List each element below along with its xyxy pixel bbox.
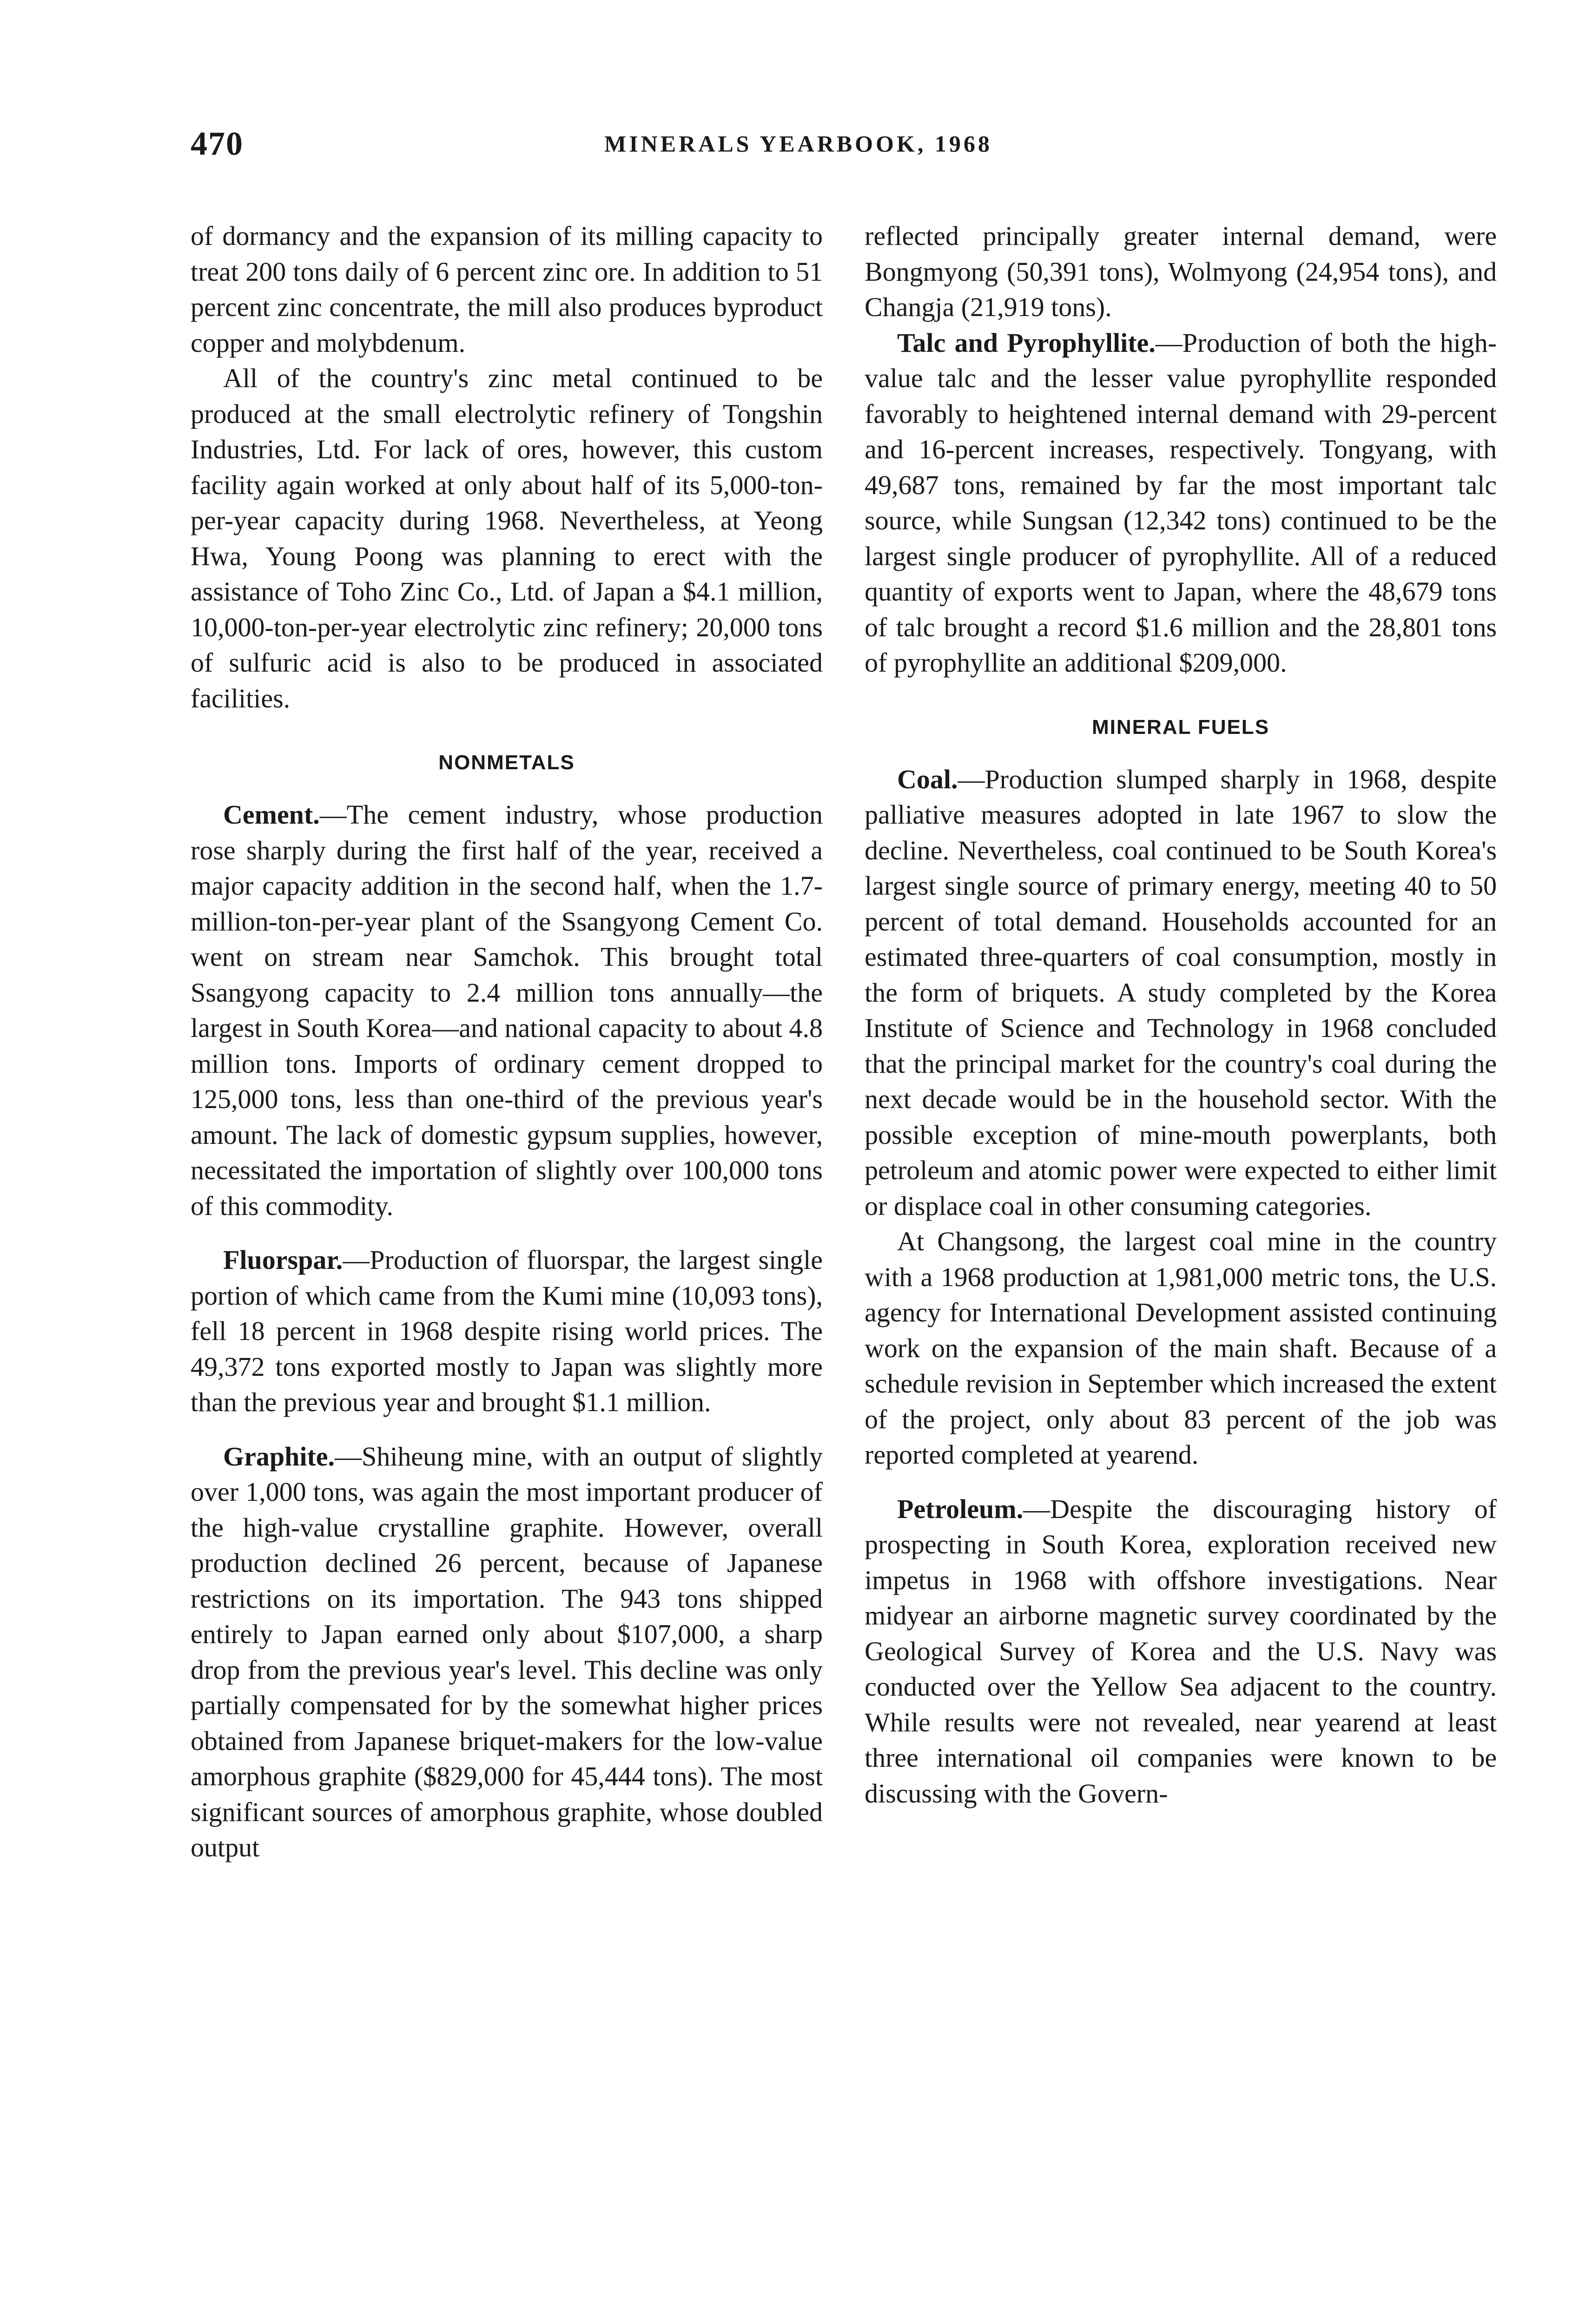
- fluorspar-run-in-title: Fluorspar.: [223, 1245, 343, 1275]
- paragraph-talc: [865, 325, 1497, 681]
- paragraph-zinc-refinery: All of the country's zinc metal continued to be produced at the small electrolytic refinery of Tongshin Industries, Ltd. For lack of ores, however, this custom facility again worked at only about half of its 5,000-ton-per-year capacity during 1968. Nevertheless, at Yeong Hwa, Young Poong was planning to erect with the assistance of Toho Zinc Co., Ltd. of Japan a $4.1 million, 10,000-ton-per-year electrolytic zinc refinery; 20,000 tons of sulfuric acid is also to be produced in associated facilities.: [191, 363, 823, 713]
- right-column: [865, 218, 1497, 1811]
- paragraph-petroleum: [865, 1492, 1497, 1812]
- petroleum-run-in-title: Petroleum.: [897, 1493, 1024, 1524]
- graphite-text: —Shiheung mine, with an output of slightly over 1,000 tons, was again the most important producer of the high-value crystalline graphite. However, overall production declined 26 percent, because of Japanese restrictions on its importation. The 943 tons shipped entirely to Japan earned only about $107,000, a sharp drop from the previous year's level. This decline was only partially compensated for by the somewhat higher prices obtained from Japanese briquet-makers for the low-value amorphous graphite ($829,000 for 45,444 tons). The most significant sources of amorphous graphite, whose doubled output: [191, 1441, 823, 1862]
- paragraph-graphite: [191, 1439, 823, 1866]
- running-title: MINERALS YEARBOOK, 1968: [604, 131, 992, 157]
- talc-run-in-title: Talc and Pyrophyllite.: [897, 327, 1156, 358]
- fluorspar-text: —Production of fluorspar, the largest single portion of which came from the Kumi mine (10,093 tons), fell 18 percent in 1968 despite rising world prices. The 49,372 tons exported mostly to Japan was slightly more than the previous year and brought $1.1 million.: [191, 1245, 823, 1417]
- paragraph-changsong: At Changsong, the largest coal mine in the country with a 1968 production at 1,981,000 metric tons, the U.S. agency for International Development assisted continuing work on the expansion of the main shaft. Because of a schedule revision in September which increased the extent of the project, only about 83 percent of the job was reported completed at yearend.: [865, 1226, 1497, 1470]
- paragraph-cement: [191, 797, 823, 1224]
- page-number: 470: [191, 125, 244, 162]
- paragraph-coal: [865, 762, 1497, 1224]
- coal-run-in-title: Coal.: [897, 764, 958, 794]
- coal-text: —Production slumped sharply in 1968, despite palliative measures adopted in late 1967 to slow the decline. Nevertheless, coal continued to be South Korea's largest single source of primary energy, meeting 40 to 50 percent of total demand. Households accounted for an estimated three-quarters of coal consumption, mostly in the form of briquets. A study completed by the Korea Institute of Science and Technology in 1968 concluded that the principal market for the country's coal during the next decade would be in the household sector. With the possible exception of mine-mouth powerplants, both petroleum and atomic power were expected to either limit or displace coal in other consuming categories.: [865, 764, 1497, 1221]
- cement-run-in-title: Cement.: [223, 799, 320, 830]
- cement-text: —The cement industry, whose production rose sharply during the first half of the year, received a major capacity addition in the second half, when the 1.7-million-ton-per-year plant of the Ssangyong Cement Co. went on stream near Samchok. This brought total Ssangyong capacity to 2.4 million tons annually—the largest in South Korea—and national capacity to about 4.8 million tons. Imports of ordinary cement dropped to 125,000 tons, less than one-third of the previous year's amount. The lack of domestic gypsum supplies, however, necessitated the importation of slightly over 100,000 tons of this commodity.: [191, 799, 823, 1221]
- section-heading-nonmetals: NONMETALS: [438, 751, 575, 774]
- paragraph-fluorspar: [191, 1242, 823, 1420]
- section-heading-mineral-fuels: MINERAL FUELS: [1091, 715, 1270, 739]
- petroleum-text: —Despite the discouraging history of prospecting in South Korea, exploration received new impetus in 1968 with offshore investigations. Near midyear an airborne magnetic survey coordinated by the Geological Survey of Korea and the U.S. Navy was conducted over the Yellow Sea adjacent to the country. While results were not revealed, near yearend at least three international oil companies were known to be discussing with the Govern-: [865, 1493, 1497, 1809]
- talc-text: —Production of both the high-value talc and the lesser value pyrophyllite responded favorably to heightened internal demand with 29-percent and 16-percent increases, respectively. Tongyang, with 49,687 tons, remained by far the most important talc source, while Sungsan (12,342 tons) continued to be the largest single producer of pyrophyllite. All of a reduced quantity of exports went to Japan, where the 48,679 tons of talc brought a record $1.6 million and the 28,801 tons of pyrophyllite an additional $209,000.: [865, 327, 1497, 678]
- left-column: [191, 218, 823, 1866]
- paragraph-amorphous-graphite-sources: reflected principally greater internal demand, were Bongmyong (50,391 tons), Wolmyong (24,954 tons), and Changja (21,919 tons).: [865, 221, 1497, 322]
- graphite-run-in-title: Graphite.: [223, 1441, 335, 1472]
- paragraph-zinc-mill: of dormancy and the expansion of its milling capacity to treat 200 tons daily of 6 percent zinc ore. In addition to 51 percent zinc concentrate, the mill also produces byproduct copper and molybdenum.: [191, 221, 823, 358]
